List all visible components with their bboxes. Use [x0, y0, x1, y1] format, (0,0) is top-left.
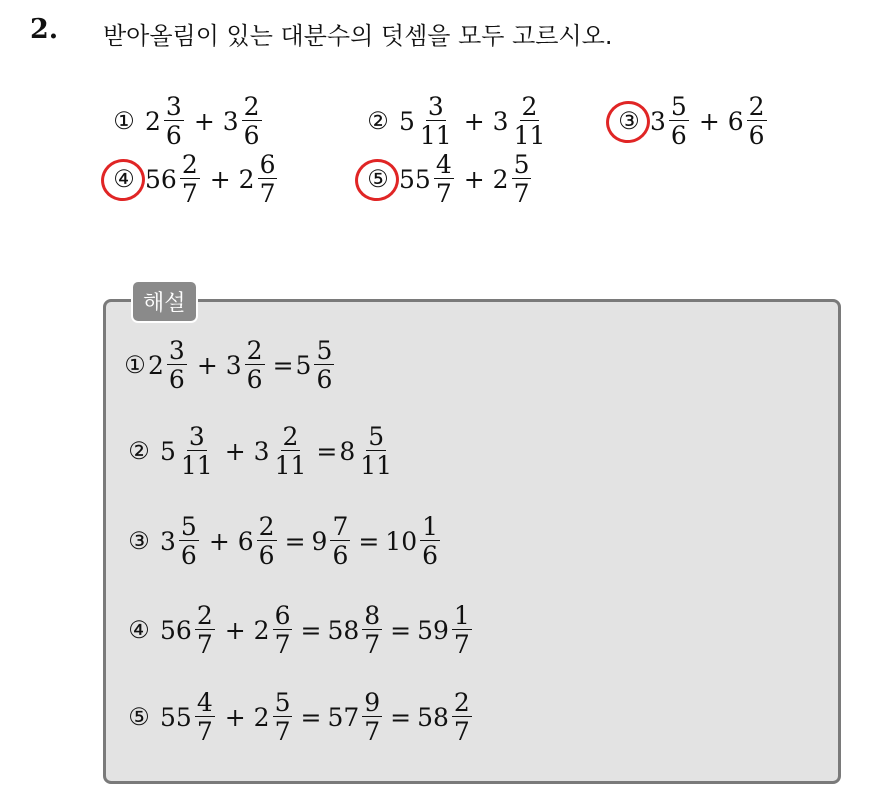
- numerator: 3: [165, 92, 182, 121]
- numerator: 5: [513, 150, 530, 179]
- numerator: 2: [453, 688, 470, 717]
- numerator: 5: [180, 512, 197, 541]
- numerator: 4: [435, 150, 452, 179]
- solution-line-2: [122, 424, 396, 478]
- equals: =: [358, 526, 380, 556]
- fraction: [512, 152, 532, 206]
- whole-number: 3: [492, 106, 509, 136]
- whole-number: 10: [385, 526, 418, 556]
- numerator: 6: [259, 150, 276, 179]
- solution-line-1: [122, 338, 336, 392]
- equals: =: [300, 702, 322, 732]
- choice-3[interactable]: [612, 94, 769, 148]
- whole-number: 3: [225, 350, 242, 380]
- denominator: 7: [364, 630, 381, 659]
- question-text: 받아올림이 있는 대분수의 덧셈을 모두 고르시오.: [103, 22, 613, 50]
- solution-tag: 해설: [131, 280, 198, 323]
- fraction: [195, 603, 215, 657]
- numerator: 2: [748, 92, 765, 121]
- numerator: 5: [316, 336, 333, 365]
- numerator: 3: [188, 422, 205, 451]
- numerator: 2: [246, 336, 263, 365]
- whole-number: 5: [160, 436, 176, 466]
- denominator: 7: [274, 630, 291, 659]
- fraction: [314, 338, 334, 392]
- fraction: [257, 514, 277, 568]
- numerator: 3: [168, 336, 185, 365]
- denominator: 6: [180, 541, 197, 570]
- fraction: [164, 94, 184, 148]
- numerator: 2: [258, 512, 275, 541]
- fraction: [669, 94, 689, 148]
- choice-2[interactable]: [361, 94, 549, 148]
- line-marker: ④: [128, 616, 150, 644]
- whole-number: 58: [417, 702, 449, 732]
- fraction: [452, 603, 472, 657]
- fraction: [512, 94, 548, 148]
- numerator: 2: [181, 150, 198, 179]
- equals: =: [316, 436, 338, 466]
- numerator: 2: [196, 601, 213, 630]
- operator: +: [208, 526, 230, 556]
- choice-5[interactable]: [361, 152, 533, 206]
- denominator: 7: [274, 717, 291, 746]
- whole-number: 2: [145, 106, 161, 136]
- fraction: [258, 152, 278, 206]
- whole-number: 3: [160, 526, 176, 556]
- choice-marker-circled: ③: [612, 107, 646, 135]
- numerator: 2: [243, 92, 260, 121]
- fraction: [330, 514, 350, 568]
- line-marker: ①: [124, 351, 146, 379]
- numerator: 2: [282, 422, 299, 451]
- denominator: 6: [332, 541, 349, 570]
- whole-number: 3: [650, 106, 666, 136]
- fraction: [195, 690, 215, 744]
- fraction: [273, 603, 293, 657]
- numerator: 5: [670, 92, 687, 121]
- denominator: 6: [670, 121, 687, 150]
- denominator: 6: [165, 121, 182, 150]
- fraction: [362, 690, 382, 744]
- whole-number: 2: [238, 164, 255, 194]
- denominator: 7: [453, 630, 470, 659]
- denominator: 7: [259, 179, 276, 208]
- equals: =: [284, 526, 306, 556]
- choice-1[interactable]: [107, 94, 264, 148]
- equals: =: [272, 350, 294, 380]
- equals: =: [300, 615, 322, 645]
- solution-line-4: [122, 603, 474, 657]
- question-number: 2.: [30, 14, 59, 45]
- choice-marker: ②: [367, 107, 389, 135]
- whole-number: 55: [160, 702, 192, 732]
- whole-number: 5: [399, 106, 415, 136]
- denominator: 6: [168, 365, 185, 394]
- whole-number: 6: [727, 106, 744, 136]
- numerator: 1: [453, 601, 470, 630]
- whole-number: 56: [160, 615, 192, 645]
- numerator: 8: [364, 601, 381, 630]
- numerator: 2: [521, 92, 538, 121]
- numerator: 9: [364, 688, 381, 717]
- fraction: [420, 514, 440, 568]
- line-marker: ②: [128, 437, 150, 465]
- whole-number: 3: [222, 106, 239, 136]
- fraction: [362, 603, 382, 657]
- fraction: [418, 94, 454, 148]
- denominator: 11: [360, 451, 393, 480]
- choice-4[interactable]: [107, 152, 279, 206]
- solution-line-5: [122, 690, 474, 744]
- fraction: [180, 152, 200, 206]
- operator: +: [196, 350, 218, 380]
- fraction: [452, 690, 472, 744]
- operator: +: [209, 164, 231, 194]
- equals: =: [390, 615, 412, 645]
- fraction: [179, 424, 215, 478]
- whole-number: 58: [327, 615, 360, 645]
- denominator: 7: [196, 717, 213, 746]
- fraction: [245, 338, 265, 392]
- fraction: [273, 690, 293, 744]
- numerator: 4: [196, 688, 213, 717]
- operator: +: [698, 106, 720, 136]
- numerator: 7: [332, 512, 349, 541]
- whole-number: 3: [253, 436, 270, 466]
- fraction: [434, 152, 454, 206]
- fraction: [747, 94, 767, 148]
- operator: +: [224, 702, 246, 732]
- operator: +: [463, 164, 485, 194]
- whole-number: 2: [492, 164, 509, 194]
- denominator: 6: [246, 365, 263, 394]
- whole-number: 57: [327, 702, 360, 732]
- denominator: 11: [180, 451, 213, 480]
- whole-number: 5: [295, 350, 312, 380]
- fraction: [167, 338, 187, 392]
- numerator: 1: [422, 512, 439, 541]
- whole-number: 2: [253, 702, 270, 732]
- operator: +: [224, 615, 246, 645]
- denominator: 7: [196, 630, 213, 659]
- choice-marker-circled: ④: [107, 165, 141, 193]
- whole-number: 8: [339, 436, 356, 466]
- whole-number: 56: [145, 164, 177, 194]
- fraction: [273, 424, 309, 478]
- denominator: 6: [316, 365, 333, 394]
- whole-number: 59: [417, 615, 449, 645]
- denominator: 7: [364, 717, 381, 746]
- solution-line-3: [122, 514, 442, 568]
- denominator: 6: [422, 541, 439, 570]
- denominator: 11: [274, 451, 307, 480]
- fraction: [358, 424, 394, 478]
- operator: +: [463, 106, 485, 136]
- numerator: 6: [274, 601, 291, 630]
- choice-marker-circled: ⑤: [361, 165, 395, 193]
- line-marker: ③: [128, 527, 150, 555]
- whole-number: 6: [237, 526, 254, 556]
- whole-number: 55: [399, 164, 431, 194]
- numerator: 5: [274, 688, 291, 717]
- denominator: 11: [513, 121, 546, 150]
- denominator: 6: [748, 121, 765, 150]
- denominator: 7: [181, 179, 198, 208]
- denominator: 11: [419, 121, 452, 150]
- whole-number: 2: [148, 350, 164, 380]
- denominator: 7: [453, 717, 470, 746]
- operator: +: [224, 436, 246, 466]
- denominator: 7: [435, 179, 452, 208]
- equals: =: [390, 702, 412, 732]
- whole-number: 2: [253, 615, 270, 645]
- fraction: [242, 94, 262, 148]
- denominator: 6: [258, 541, 275, 570]
- denominator: 6: [243, 121, 260, 150]
- whole-number: 9: [311, 526, 328, 556]
- denominator: 7: [513, 179, 530, 208]
- numerator: 3: [427, 92, 444, 121]
- line-marker: ⑤: [128, 703, 150, 731]
- operator: +: [193, 106, 215, 136]
- numerator: 5: [368, 422, 385, 451]
- choice-marker: ①: [113, 107, 135, 135]
- fraction: [179, 514, 199, 568]
